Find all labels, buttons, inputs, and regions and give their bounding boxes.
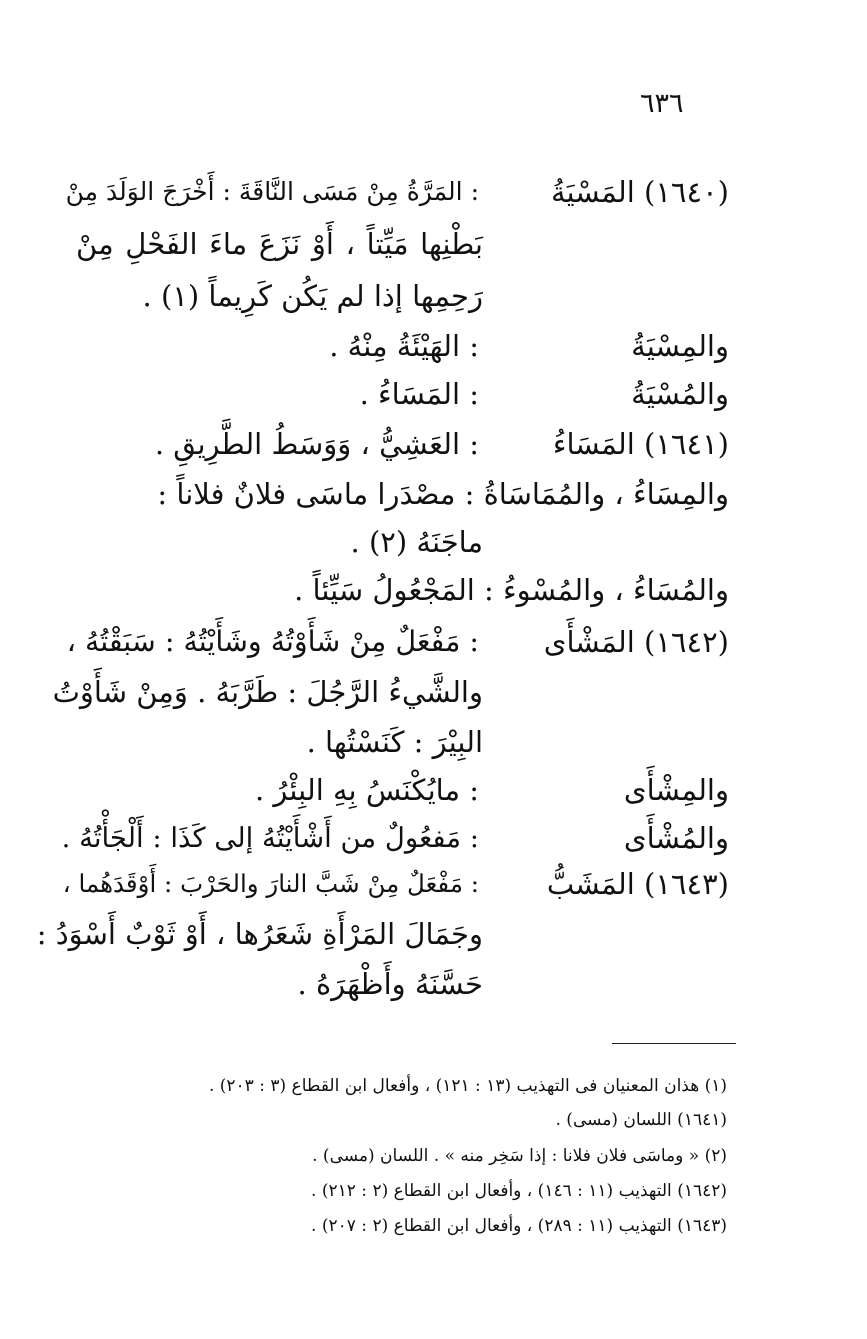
continuation-line: البِيْرَ : كَنَسْتُها . xyxy=(306,725,483,759)
headword: والمُشْأَى xyxy=(623,821,729,855)
footnote: (١٦٤٣) التهذيب (١١ : ٢٨٩) ، وأفعال ابن القطاع (٢ : ٢٠٧) . xyxy=(311,1216,727,1236)
continuation-line: حَسَّنَهُ وأَظْهَرَهُ . xyxy=(297,967,483,1001)
footnote: (٢) « وماسَى فلان فلانا : إذا سَخِر منه » . اللسان (مسى) . xyxy=(312,1146,727,1166)
headword: (١٦٤٣) المَشَبُّ xyxy=(546,867,729,901)
definition: : مَفْعَلٌ مِنْ شَبَّ النارَ والحَرْبَ : أَوْقَدَهُما ، xyxy=(62,869,479,898)
continuation-line: وجَمَالَ المَرْأَةِ شَعَرُها ، أَوْ ثَوْبٌ أَسْوَدُ : xyxy=(36,917,483,951)
page-number: ٦٣٦ xyxy=(640,88,684,119)
entry-subword-wide: والمِسَاءُ ، والمُمَاسَاةُ : مصْدَرا ماسَى فلانٌ فلاناً : xyxy=(157,477,729,511)
definition: : العَشِيُّ ، وَوَسَطُ الطَّرِيقِ . xyxy=(154,427,479,461)
footnote: (١٦٤١) اللسان (مسى) . xyxy=(555,1110,727,1130)
definition: : مَفْعَلٌ مِنْ شَأَوْتُهُ وشَأَيْتُهُ : سَبَقْتُهُ ، xyxy=(66,625,479,658)
headword: (١٦٤٠) المَسْيَةُ xyxy=(550,175,729,209)
definition: : المَسَاءُ . xyxy=(359,377,479,411)
continuation-line: ماجَنَهُ (٢) . xyxy=(350,525,483,559)
footnote-divider xyxy=(612,1043,736,1044)
continuation-line: رَحِمِها إذا لم يَكُن كَرِيماً (١) . xyxy=(142,279,483,313)
headword: (١٦٤٢) المَشْأَى xyxy=(543,625,729,659)
footnote: (١٦٤٢) التهذيب (١١ : ١٤٦) ، وأفعال ابن القطاع (٢ : ٢١٢) . xyxy=(311,1181,727,1201)
headword: والمِسْيَةُ xyxy=(631,329,729,363)
headword: والمِشْأَى xyxy=(623,773,729,807)
headword: والمُسْيَةُ xyxy=(631,377,729,411)
definition: : مَفعُولٌ من أَشْأَيْتُهُ إلى كَذَا : أَلْجَأْتُهُ . xyxy=(61,822,479,854)
footnote: (١) هذان المعنيان فى التهذيب (١٣ : ١٢١) ، وأفعال ابن القطاع (٣ : ٢٠٣) . xyxy=(208,1076,727,1096)
entry-subword-wide: والمُسَاءُ ، والمُسْوءُ : المَجْعُولُ سَيِّئاً . xyxy=(294,573,729,607)
continuation-line: بَطْنِها مَيِّتاً ، أَوْ نَزَعَ ماءَ الفَحْلِ مِنْ xyxy=(76,227,483,261)
headword: (١٦٤١) المَسَاءُ xyxy=(552,427,729,461)
definition: : الهَيْئَةُ مِنْهُ . xyxy=(329,329,479,363)
definition: : مايُكْنَسُ بِهِ البِئْرُ . xyxy=(254,773,479,807)
continuation-line: والشَّيءُ الرَّجُلَ : طَرَّبَهُ . وَمِنْ شَأَوْتُ xyxy=(52,675,483,709)
definition: : المَرَّةُ مِنْ مَسَى النَّاقَةَ : أَخْرَجَ الوَلَدَ مِنْ xyxy=(65,177,479,206)
